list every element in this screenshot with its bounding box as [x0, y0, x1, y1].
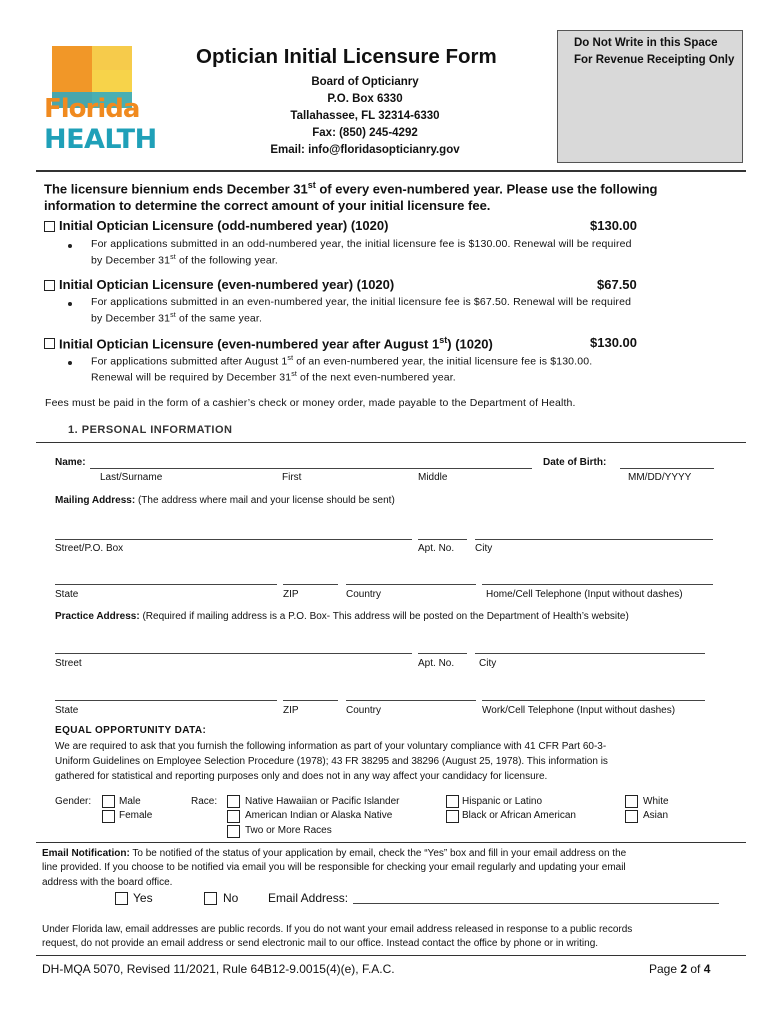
practice-state-caption: State [55, 705, 79, 716]
email-notify-line-3: address with the board office. [42, 877, 173, 888]
logo-florida-text: Florida [44, 94, 140, 124]
mailing-country-input[interactable] [346, 584, 476, 585]
male-checkbox[interactable] [102, 795, 115, 808]
hispanic-checkbox[interactable] [446, 795, 459, 808]
race-label: Race: [191, 796, 218, 807]
native-hawaiian-checkbox[interactable] [227, 795, 240, 808]
practice-city-input[interactable] [475, 653, 705, 654]
dob-label: Date of Birth: [543, 457, 607, 468]
board-email: Email: info@floridasopticianry.gov [270, 144, 460, 156]
biennium-text-2: information to determine the correct amount of your initial licensure fee. [44, 198, 491, 213]
even-year-desc-1: For applications submitted in an even-numbered year, the initial licensure fee is $67.50. Renewal will be required [91, 296, 632, 308]
bullet [68, 361, 72, 365]
footer-form-id: DH-MQA 5070, Revised 11/2021, Rule 64B12-9.0015(4)(e), F.A.C. [42, 962, 395, 976]
dob-format-caption: MM/DD/YYYY [628, 472, 692, 483]
email-address-input[interactable] [353, 903, 719, 904]
female-checkbox[interactable] [102, 810, 115, 823]
email-notify-line-1: Email Notification: To be notified of the status of your application by email, check the “Yes” box and fill in your email address on the [42, 848, 627, 859]
name-label: Name: [55, 457, 86, 468]
practice-street-caption: Street [55, 658, 82, 669]
state-caption: State [55, 589, 79, 600]
practice-state-input[interactable] [55, 700, 277, 701]
biennium-text-1: The licensure biennium ends December 31st of every even-numbered year. Please use the following [44, 180, 658, 197]
two-or-more-label: Two or More Races [245, 825, 332, 836]
hispanic-label: Hispanic or Latino [462, 796, 543, 807]
first-name-caption: First [282, 472, 302, 483]
mailing-state-input[interactable] [55, 584, 277, 585]
email-no-checkbox[interactable] [204, 892, 217, 905]
eeo-line-2: Uniform Guidelines on Employee Selection Procedure (1978); 43 FR 38295 and 38296 (August 25, 1978). This information is [55, 756, 608, 767]
eeo-line-1: We are required to ask that you furnish the following information as part of your voluntary compliance with 41 CFR Part 60-3- [55, 741, 607, 752]
header-divider [36, 170, 746, 172]
fax-number: Fax: (850) 245-4292 [312, 127, 418, 139]
black-label: Black or African American [462, 810, 576, 821]
even-year-desc-2: by December 31st of the same year. [91, 312, 263, 325]
practice-zip-caption: ZIP [283, 705, 299, 716]
odd-year-label: Initial Optician Licensure (odd-numbered year) (1020) [59, 218, 389, 233]
apt-caption: Apt. No. [418, 543, 455, 554]
fees-note: Fees must be paid in the form of a cashier’s check or money order, made payable to the Department of Health. [45, 397, 576, 409]
asian-label: Asian [643, 810, 669, 821]
bullet [68, 244, 72, 248]
home-phone-input[interactable] [482, 584, 713, 585]
country-caption: Country [346, 589, 382, 600]
email-yes-checkbox[interactable] [115, 892, 128, 905]
eeo-title: EQUAL OPPORTUNITY DATA: [55, 725, 207, 736]
po-box: P.O. Box 6330 [327, 93, 403, 105]
male-label: Male [119, 796, 141, 807]
two-or-more-checkbox[interactable] [227, 825, 240, 838]
after-august-desc-1: For applications submitted after August 1st of an even-numbered year, the initial licensure fee is $130.00. [91, 355, 593, 368]
mailing-address-heading: Mailing Address: (The address where mail and your license should be sent) [55, 495, 395, 506]
white-checkbox[interactable] [625, 795, 638, 808]
footer-page-number: Page 2 of 4 [649, 962, 711, 976]
zip-caption: ZIP [283, 589, 299, 600]
american-indian-label: American Indian or Alaska Native [245, 810, 393, 821]
odd-year-desc-2: by December 31st of the following year. [91, 254, 278, 267]
middle-name-caption: Middle [418, 472, 448, 483]
gender-label: Gender: [55, 796, 92, 807]
section-personal-info: 1. PERSONAL INFORMATION [68, 424, 233, 436]
home-phone-caption: Home/Cell Telephone (Input without dashes) [486, 589, 683, 600]
email-address-label: Email Address: [268, 891, 349, 905]
practice-zip-input[interactable] [283, 700, 338, 701]
city-state-zip: Tallahassee, FL 32314-6330 [290, 110, 440, 122]
florida-health-logo [40, 40, 157, 160]
after-august-fee: $130.00 [590, 335, 637, 350]
dob-input[interactable] [620, 468, 714, 469]
bullet [68, 302, 72, 306]
public-records-line-1: Under Florida law, email addresses are public records. If you do not want your email address released in response to a public records [42, 924, 633, 935]
mailing-zip-input[interactable] [283, 584, 338, 585]
receipt-line-2: For Revenue Receipting Only [574, 54, 735, 66]
practice-apt-input[interactable] [418, 653, 467, 654]
eeo-line-3: gathered for statistical and reporting purposes only and does not in any way affect your candidacy for licensure. [55, 771, 548, 782]
odd-year-desc-1: For applications submitted in an odd-numbered year, the initial licensure fee is $130.00. Renewal will be required [91, 238, 632, 250]
work-phone-input[interactable] [482, 700, 705, 701]
board-name: Board of Opticianry [311, 76, 419, 88]
after-august-desc-2: Renewal will be required by December 31st of the next even-numbered year. [91, 371, 456, 384]
mailing-city-input[interactable] [475, 539, 713, 540]
practice-country-caption: Country [346, 705, 382, 716]
odd-year-fee: $130.00 [590, 218, 637, 233]
revenue-receipt-box [557, 30, 743, 163]
receipt-line-1: Do Not Write in this Space [574, 37, 718, 49]
native-hawaiian-label: Native Hawaiian or Pacific Islander [245, 796, 400, 807]
female-label: Female [119, 810, 153, 821]
practice-country-input[interactable] [346, 700, 476, 701]
city-caption: City [475, 543, 493, 554]
email-notify-line-2: line provided. If you choose to be notified via email you will be responsible for checking your email regularly and updating your email [42, 862, 626, 873]
practice-apt-caption: Apt. No. [418, 658, 455, 669]
white-label: White [643, 796, 669, 807]
asian-checkbox[interactable] [625, 810, 638, 823]
even-year-checkbox[interactable] [44, 280, 55, 291]
mailing-street-input[interactable] [55, 539, 412, 540]
logo-health-text: HEALTH [44, 124, 157, 155]
after-august-label: Initial Optician Licensure (even-numbered year after August 1st) (1020) [59, 335, 493, 352]
name-input[interactable] [90, 468, 532, 469]
street-po-caption: Street/P.O. Box [55, 543, 124, 554]
email-yes-label: Yes [133, 891, 153, 905]
form-title: Optician Initial Licensure Form [196, 45, 497, 68]
last-name-caption: Last/Surname [100, 472, 163, 483]
mailing-apt-input[interactable] [418, 539, 467, 540]
practice-address-heading: Practice Address: (Required if mailing address is a P.O. Box- This address will be posted on the Department of Health’s website) [55, 611, 629, 622]
even-year-label: Initial Optician Licensure (even-numbered year) (1020) [59, 277, 395, 292]
american-indian-checkbox[interactable] [227, 810, 240, 823]
after-august-checkbox[interactable] [44, 338, 55, 349]
email-no-label: No [223, 891, 239, 905]
even-year-fee: $67.50 [597, 277, 637, 292]
practice-street-input[interactable] [55, 653, 412, 654]
black-checkbox[interactable] [446, 810, 459, 823]
work-phone-caption: Work/Cell Telephone (Input without dashes) [482, 705, 676, 716]
header-address [220, 74, 510, 159]
odd-year-checkbox[interactable] [44, 221, 55, 232]
public-records-line-2: request, do not provide an email address or send electronic mail to our office. Instead contact the office by phone or in writing. [42, 938, 599, 949]
practice-city-caption: City [479, 658, 497, 669]
section-divider [36, 442, 746, 443]
